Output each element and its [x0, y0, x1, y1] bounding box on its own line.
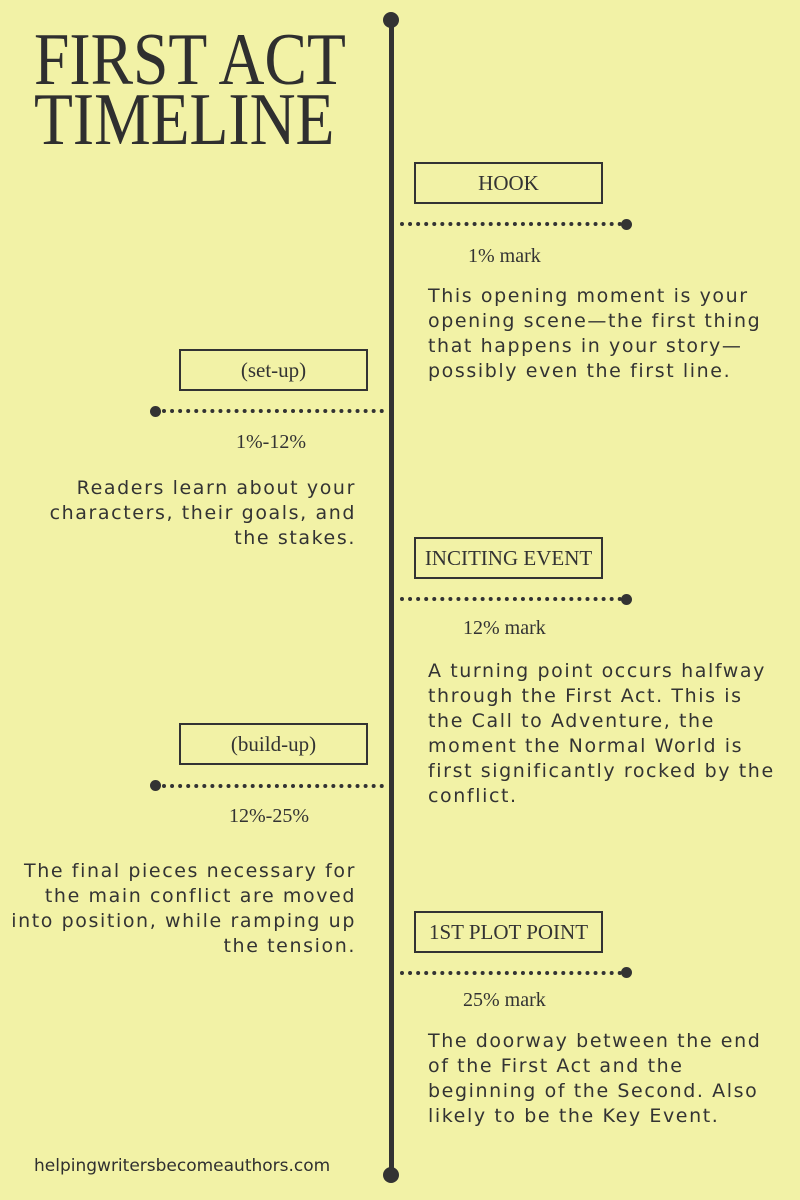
event-hook-box: [414, 162, 603, 204]
page-title: [34, 19, 346, 161]
phase-setup-range: 1%-12%: [236, 431, 306, 453]
phase-buildup-label: (build-up): [230, 731, 317, 756]
event-hook-connector: [400, 222, 622, 226]
phase-buildup-range: 12%-25%: [229, 805, 309, 827]
event-plot-point-description: The doorway between the end of the First Act and the beginning of the Second. Also likely to be the Key Event.: [428, 1030, 762, 1127]
event-inciting-box: [414, 537, 603, 579]
title-line-1: FIRST ACT: [34, 19, 346, 101]
phase-setup-description: Readers learn about your characters, their goals, and the stakes.: [49, 477, 356, 549]
event-plot-point-connector: [400, 971, 622, 975]
timeline-spine: [389, 20, 394, 1177]
event-hook-description: This opening moment is your opening scene—the first thing that happens in your story—possibly even the first line.: [428, 285, 762, 382]
phase-setup-box: [179, 349, 368, 391]
phase-buildup-box: [179, 723, 368, 765]
phase-setup-connector: [162, 409, 384, 413]
event-plot-point-label: 1ST PLOT POINT: [428, 919, 589, 944]
event-hook-mark: 1% mark: [468, 245, 541, 267]
event-inciting-dot: [621, 594, 632, 605]
event-hook-dot: [621, 219, 632, 230]
event-plot-point-dot: [621, 967, 632, 978]
phase-buildup-connector: [162, 784, 384, 788]
timeline-end-node: [383, 1167, 399, 1183]
event-inciting-label: INCITING EVENT: [424, 545, 593, 570]
title-line-2: TIMELINE: [34, 79, 335, 161]
site-credit: helpingwritersbecomeauthors.com: [34, 1156, 331, 1176]
phase-setup-dot: [150, 406, 161, 417]
phase-setup-label: (set-up): [240, 357, 307, 382]
event-plot-point-box: [414, 911, 603, 953]
timeline-start-node: [383, 12, 399, 28]
event-inciting-connector: [400, 597, 622, 601]
phase-buildup-description: The final pieces necessary for the main conflict are moved into position, while ramping up the tension.: [11, 860, 356, 957]
event-hook-label: HOOK: [478, 170, 539, 195]
event-plot-point-mark: 25% mark: [463, 989, 546, 1011]
phase-buildup-dot: [150, 780, 161, 791]
event-inciting-mark: 12% mark: [463, 617, 546, 639]
event-inciting-description: A turning point occurs halfway through the First Act. This is the Call to Adventure, the moment the Normal World is first significantly rocked by the conflict.: [428, 660, 775, 807]
